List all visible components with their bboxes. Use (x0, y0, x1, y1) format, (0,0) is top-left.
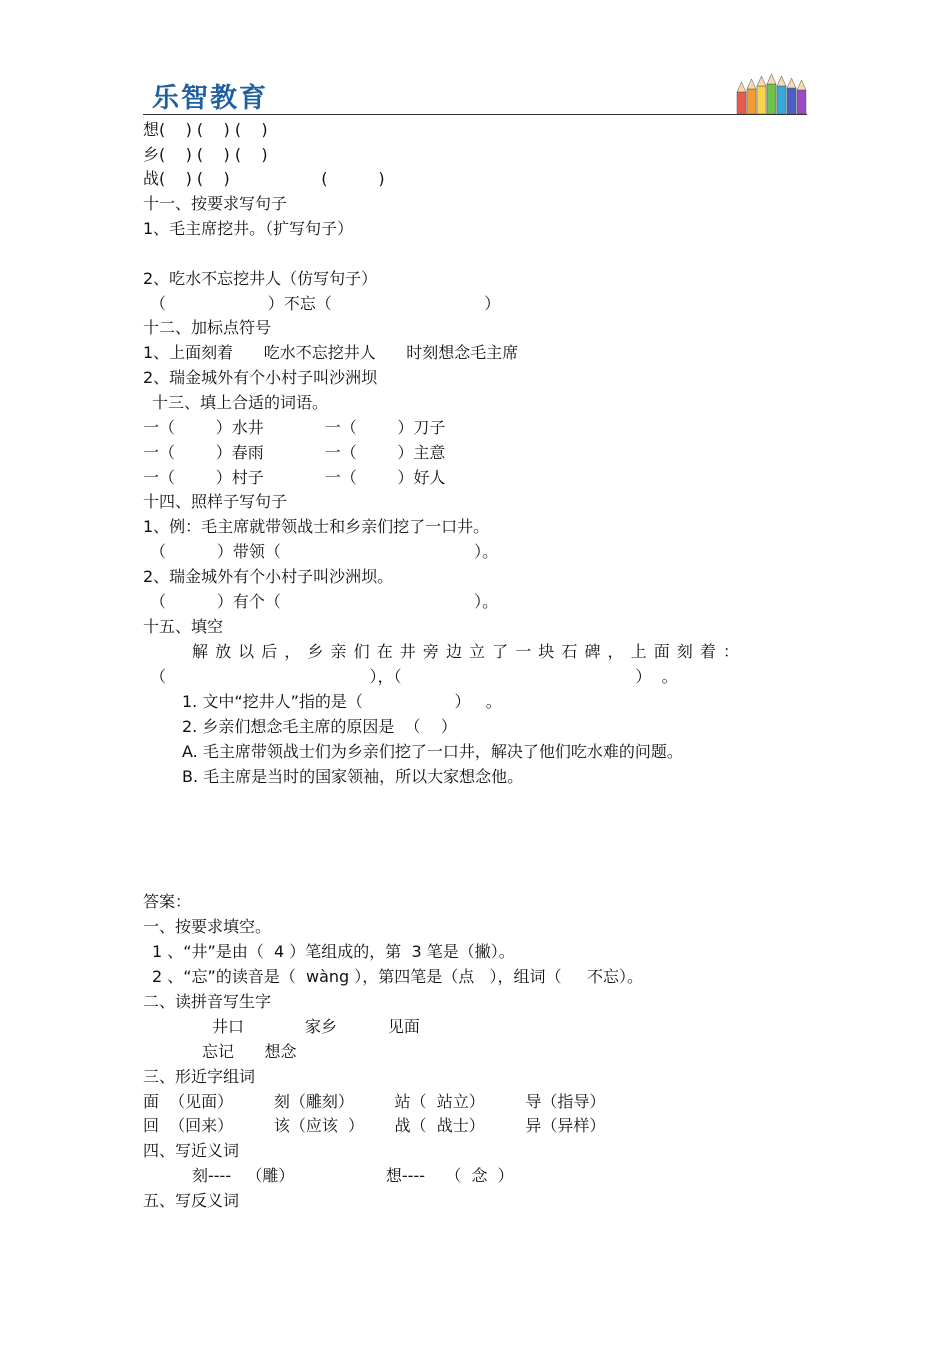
section-heading: 十五、填空 (143, 617, 224, 636)
text-line: 刻---- （雕） 想---- （ 念 ） (192, 1166, 514, 1185)
text-line: 2、瑞金城外有个小村子叫沙洲坝 (143, 368, 378, 387)
logo: 乐智教育 (152, 83, 268, 114)
section-heading: 十二、加标点符号 (143, 318, 272, 337)
text-line: 2. 乡亲们想念毛主席的原因是 （ ） (182, 717, 457, 736)
text-line: 1 、“井”是由（ 4 ）笔组成的，第 3 笔是（撇）。 (152, 942, 515, 961)
section-heading: 四、写近义词 (143, 1141, 240, 1160)
section-heading: 三、形近字组词 (143, 1067, 256, 1086)
section-heading: 二、读拼音写生字 (143, 992, 272, 1011)
section-heading: 一、按要求填空。 (143, 917, 272, 936)
section-heading: 五、写反义词 (143, 1191, 240, 1210)
text-line: 1、例：毛主席就带领战士和乡亲们挖了一口井。 (143, 517, 490, 536)
section-heading: 十一、按要求写句子 (143, 194, 288, 213)
text-line: （ ）不忘（ ） (150, 294, 501, 313)
text-line: B. 毛主席是当时的国家领袖，所以大家想念他。 (182, 767, 524, 786)
text-line: （ ），（ ） 。 (150, 667, 678, 686)
text-line: 忘记 想念 (202, 1042, 297, 1061)
text-line: 解 放 以 后 ， 乡 亲 们 在 井 旁 边 立 了 一 块 石 碑 ， 上 面 刻 着 ： (192, 642, 740, 661)
text-line: 井口 家乡 见面 (212, 1017, 420, 1036)
text-line: 想( ) ( ) ( ) (143, 120, 268, 139)
text-line: 2、瑞金城外有个小村子叫沙洲坝。 (143, 567, 394, 586)
text-line: 一（ ）水井 一（ ）刀子 (143, 418, 446, 437)
text-line: 一（ ）春雨 一（ ）主意 (143, 443, 446, 462)
text-line: 2 、“忘”的读音是（ wàng ），第四笔是（点 ），组词（ 不忘）。 (152, 967, 643, 986)
text-line: 一（ ）村子 一（ ）好人 (143, 468, 446, 487)
section-heading: 十四、照样子写句子 (143, 492, 288, 511)
text-line: 回 （回来） 该（应该 ） 战（ 战士） 异（异样） (143, 1116, 606, 1135)
section-heading: 十三、填上合适的词语。 (152, 393, 329, 412)
text-line: 面 （见面） 刻（雕刻） 站（ 站立） 导（指导） (143, 1092, 606, 1111)
text-line: 1、上面刻着 吃水不忘挖井人 时刻想念毛主席 (143, 343, 519, 362)
text-line: 1. 文中“挖井人”指的是（ ） 。 (182, 692, 502, 711)
text-line: （ ）带领（ ）。 (150, 542, 499, 561)
text-line: 乡( ) ( ) ( ) (143, 145, 268, 164)
text-line: 2、吃水不忘挖井人（仿写句子） (143, 269, 378, 288)
pencils-icon (735, 72, 807, 114)
text-line: 战( ) ( ) ( ) (143, 169, 385, 188)
text-line: A. 毛主席带领战士们为乡亲们挖了一口井，解决了他们吃水难的问题。 (182, 742, 683, 761)
text-line: 1、毛主席挖井。（扩写句子） (143, 219, 354, 238)
answers-heading: 答案： (143, 892, 192, 911)
header-rule (143, 114, 807, 115)
text-line: （ ）有个（ ）。 (150, 592, 499, 611)
